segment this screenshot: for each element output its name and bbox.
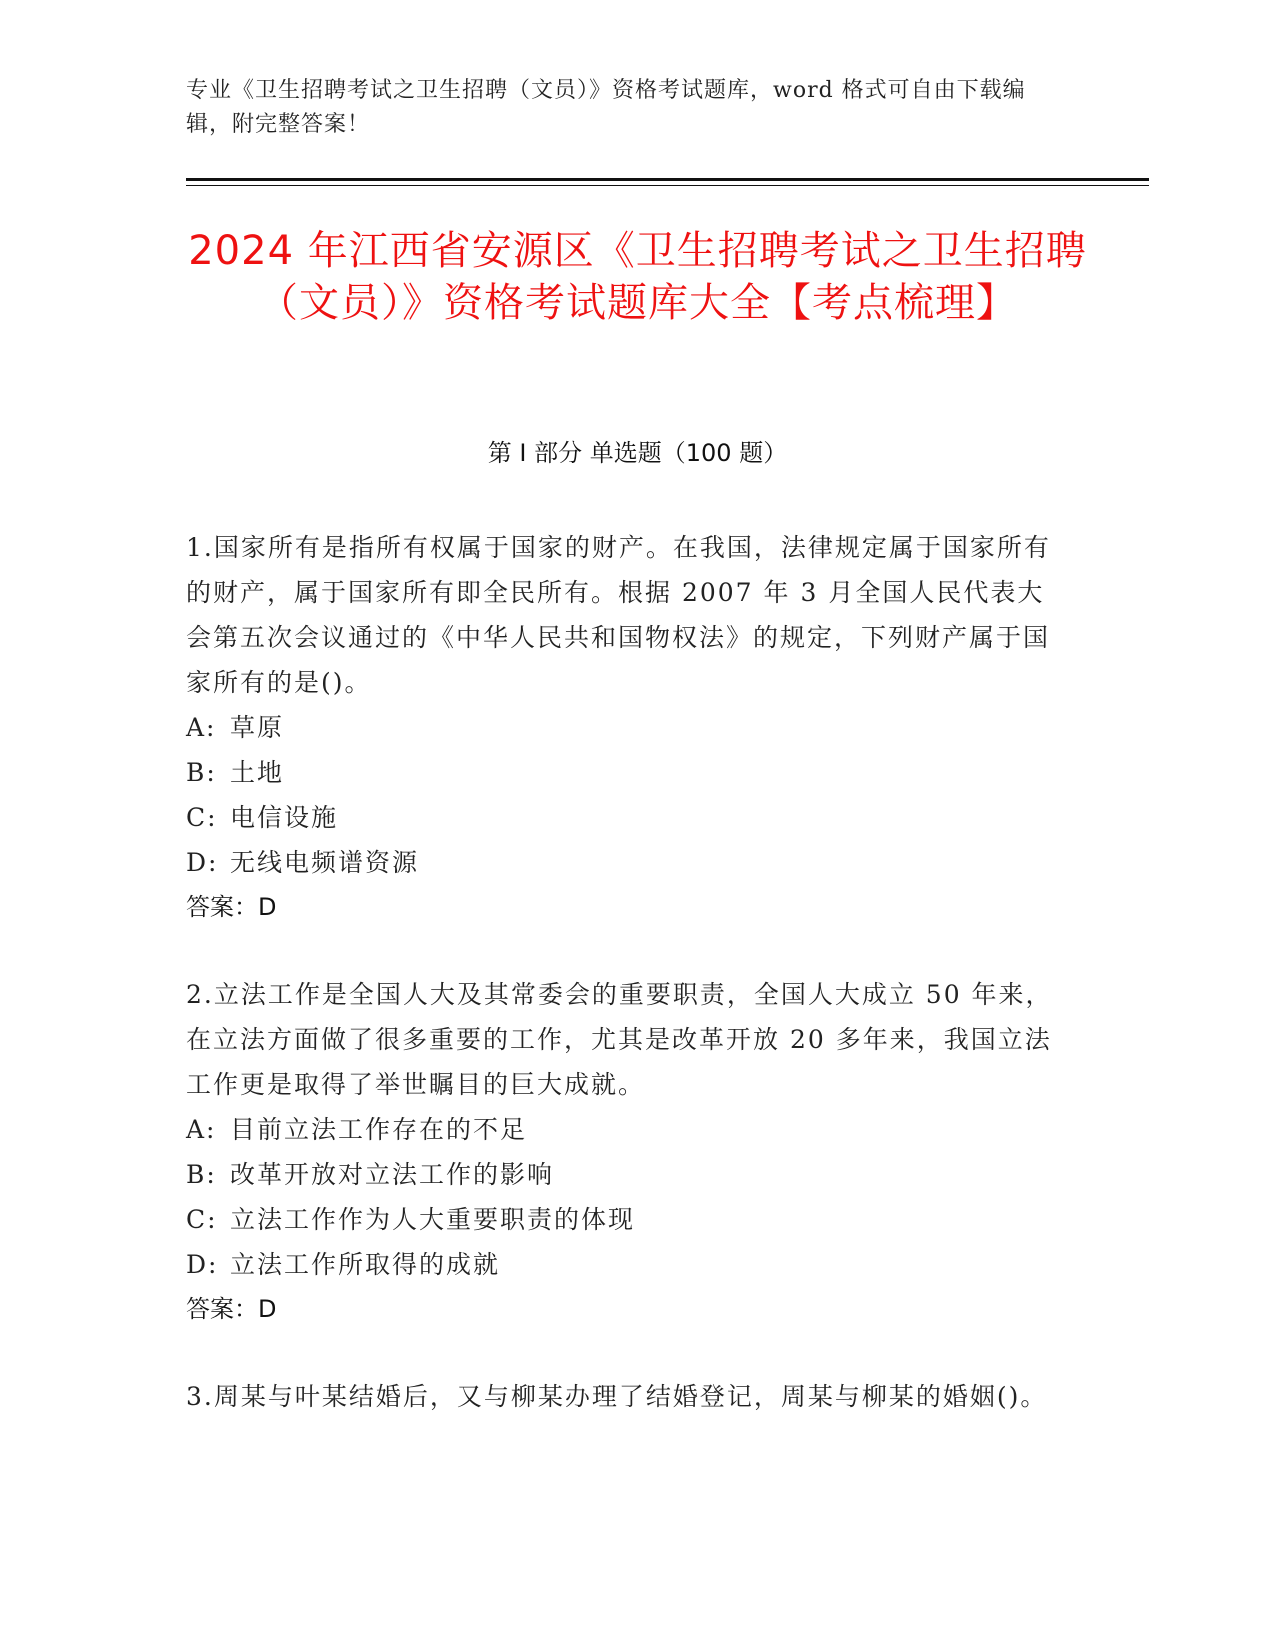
option-a xyxy=(186,1107,1066,1152)
option-text: 立法工作作为人大重要职责的体现 xyxy=(230,1205,636,1234)
option-c xyxy=(186,1197,1066,1242)
option-letter: D: xyxy=(186,1250,219,1279)
option-text: 立法工作所取得的成就 xyxy=(230,1250,501,1279)
option-letter: C: xyxy=(186,803,218,832)
option-letter: D: xyxy=(186,848,219,877)
question-3 xyxy=(186,1374,1066,1419)
option-d xyxy=(186,1242,1066,1287)
option-d xyxy=(186,840,1066,885)
question-stem: 1.国家所有是指所有权属于国家的财产。在我国，法律规定属于国家所有的财产，属于国家所有即全民所有。根据 2007 年 3 月全国人民代表大会第五次会议通过的《中华人民共和国物权法》的规定，下列财产属于国家所有的是()。 xyxy=(186,533,1051,697)
option-text: 目前立法工作存在的不足 xyxy=(230,1115,528,1144)
option-text: 无线电频谱资源 xyxy=(230,848,420,877)
answer-line: 答案：D xyxy=(186,1295,277,1323)
option-text: 改革开放对立法工作的影响 xyxy=(230,1160,555,1189)
question-1 xyxy=(186,525,1066,930)
option-text: 土地 xyxy=(230,758,285,787)
answer-line: 答案：D xyxy=(186,893,277,921)
option-letter: B: xyxy=(186,1160,217,1189)
section-heading: 第 I 部分 单选题（100 题） xyxy=(487,439,788,467)
option-letter: C: xyxy=(186,1205,218,1234)
option-a xyxy=(186,705,1066,750)
question-stem: 2.立法工作是全国人大及其常委会的重要职责，全国人大成立 50 年来，在立法方面做了很多重要的工作，尤其是改革开放 20 多年来，我国立法工作更是取得了举世瞩目的巨大成就。 xyxy=(186,980,1053,1099)
header-rule-thick xyxy=(186,178,1149,181)
option-letter: A: xyxy=(186,713,217,742)
option-letter: A: xyxy=(186,1115,217,1144)
document-title: 2024 年江西省安源区《卫生招聘考试之卫生招聘（文员）》资格考试题库大全【考点梳理】 xyxy=(188,228,1087,326)
header-rule-thin xyxy=(186,185,1149,186)
option-text: 电信设施 xyxy=(230,803,339,832)
option-b xyxy=(186,1152,1066,1197)
question-list xyxy=(186,525,1066,1461)
option-b xyxy=(186,750,1066,795)
option-c xyxy=(186,795,1066,840)
option-letter: B: xyxy=(186,758,217,787)
option-text: 草原 xyxy=(230,713,285,742)
question-stem: 3.周某与叶某结婚后，又与柳某办理了结婚登记，周某与柳某的婚姻()。 xyxy=(186,1382,1048,1411)
header-note: 专业《卫生招聘考试之卫生招聘（文员）》资格考试题库，word 格式可自由下载编辑，附完整答案！ xyxy=(186,78,1026,137)
question-2 xyxy=(186,972,1066,1332)
